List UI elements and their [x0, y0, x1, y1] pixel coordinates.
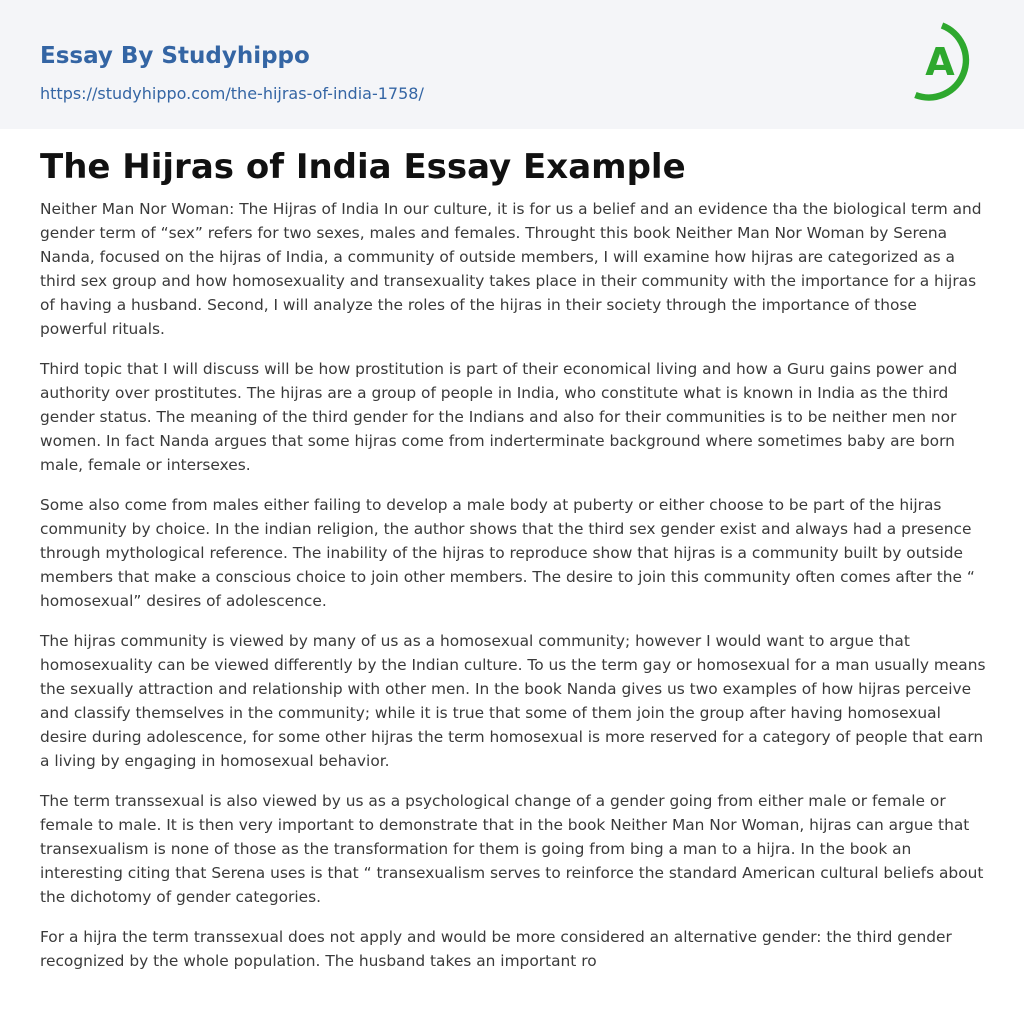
- site-header: [0, 0, 1024, 129]
- paragraph-4: The hijras community is viewed by many of us as a homosexual community; however I would want to argue that homosexuality can be viewed differently by the Indian culture. To us the term gay or homosexual for a man usually means the sexually attraction and relationship with other men. In the book Nanda gives us two examples of how hijras perceive and classify themselves in the community; while it is true that some of them join the group after having homosexual desire during adolescence, for some other hijras the term homosexual is more reserved for a category of people that earn a living by engaging in homosexual behavior.: [40, 632, 986, 770]
- logo-a-icon: [910, 18, 988, 106]
- brand-title: Essay By Studyhippo: [40, 43, 310, 69]
- article: [40, 143, 988, 989]
- source-url-link[interactable]: https://studyhippo.com/the-hijras-of-india-1758/: [40, 84, 424, 103]
- page-title: The Hijras of India Essay Example: [40, 147, 686, 187]
- studyhippo-logo[interactable]: [910, 18, 988, 106]
- paragraph-2: Third topic that I will discuss will be how prostitution is part of their economical living and how a Guru gains power and authority over prostitutes. The hijras are a group of people in India, who constitute what is known in India as the third gender status. The meaning of the third gender for the Indians and also for their communities is to be neither men nor women. In fact Nanda argues that some hijras come from inderterminate background where sometimes baby are born male, female or intersexes.: [40, 360, 958, 474]
- paragraph-5: The term transsexual is also viewed by us as a psychological change of a gender going from either male or female or female to male. It is then very important to demonstrate that in the book Neither Man Nor Woman, hijras can argue that transexualism is none of those as the transformation for them is going from bing a man to a hijra. In the book an interesting citing that Serena uses is that “ transexualism serves to reinforce the standard American cultural beliefs about the dichotomy of gender categories.: [40, 792, 984, 906]
- paragraph-1: Neither Man Nor Woman: The Hijras of India In our culture, it is for us a belief and an evidence tha the biological term and gender term of “sex” refers for two sexes, males and females. Throught this book Neither Man Nor Woman by Serena Nanda, focused on the hijras of India, a community of outside members, I will examine how hijras are categorized as a third sex group and how homosexuality and transexuality takes place in their community with the importance for a hijras of having a husband. Second, I will analyze the roles of the hijras in their society through the importance of those powerful rituals.: [40, 200, 982, 338]
- paragraph-6: For a hijra the term transsexual does not apply and would be more considered an alternative gender: the third gender recognized by the whole population. The husband takes an important ro: [40, 928, 952, 970]
- logo-letter: A: [925, 40, 955, 84]
- paragraph-3: Some also come from males either failing to develop a male body at puberty or either choose to be part of the hijras community by choice. In the indian religion, the author shows that the third sex gender exist and always had a presence through mythological reference. The inability of the hijras to reproduce show that hijras is a community built by outside members that make a conscious choice to join other members. The desire to join this community often comes after the “ homosexual” desires of adolescence.: [40, 496, 975, 610]
